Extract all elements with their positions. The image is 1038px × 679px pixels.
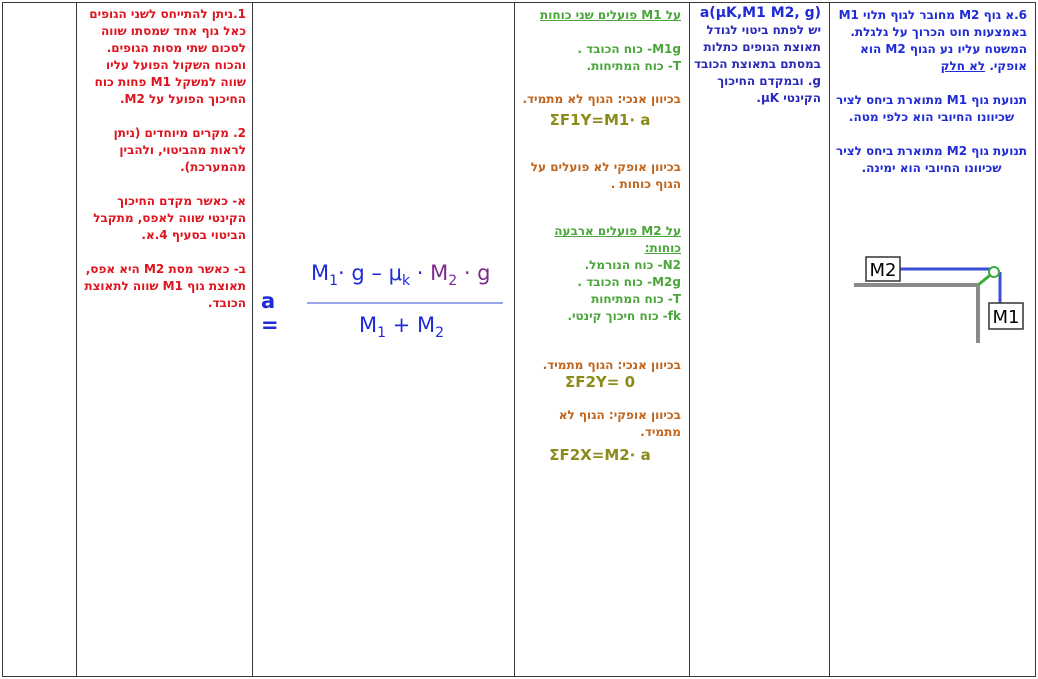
m1-force-tension: T- כוח המתיחות. — [586, 59, 681, 73]
goal-column — [690, 3, 830, 677]
formula-column — [253, 3, 515, 677]
m2-force-friction: fk- כוח חיכוך קינטי. — [567, 309, 681, 323]
m1-forces-title: על M1 פועלים שני כוחות — [540, 8, 681, 22]
block-m1-label: M1 — [992, 307, 1020, 328]
m1-direction-text: תנועת גוף M1 מתוארת ביחס לציר שכיוונו החיובי הוא כלפי מטה. — [836, 93, 1027, 124]
formula-lhs: a = — [261, 289, 279, 337]
fraction-bar — [307, 302, 503, 304]
note-zero-friction: א- כאשר מקדם החיכוך הקינטי שווה לאפס, מתקבל הביטוי בסעיף 4.א. — [93, 194, 246, 242]
pulley-diagram — [854, 245, 1026, 349]
m2-horizontal-equation: ΣF2X=M2∙ a — [549, 446, 651, 464]
forces-column — [515, 3, 690, 677]
not-smooth-label: לא חלק — [940, 59, 986, 73]
m2-horizontal-text: בכיוון אופקי: הגוף לא מתמיד. — [558, 408, 681, 439]
m2-force-tension: T- כוח המתיחות — [591, 292, 681, 306]
notes-column — [77, 3, 253, 677]
m1-vertical-text: בכיוון אנכי: הגוף לא מתמיד. — [522, 92, 681, 106]
problem-column — [830, 3, 1036, 677]
m1-horizontal-text: בכיוון אופקי לא פועלים על הגוף כוחות . — [530, 160, 681, 191]
note-special-cases: 2. מקרים מיוחדים (ניתן לראות מהביטוי, ולהבין מהמערכת). — [113, 126, 246, 174]
m1-force-gravity: M1g- כוח הכובד . — [577, 42, 681, 56]
m2-direction-text: תנועת גוף M2 מתוארת ביחס לציר שכיוונו החיובי הוא ימינה. — [836, 144, 1027, 175]
note-zero-mass: ב- כאשר מסת M2 היא אפס, תאוצת גוף M1 שווה לתאוצת הכובד. — [84, 262, 246, 310]
m2-vertical-equation: ΣF2Y= 0 — [564, 373, 636, 391]
m2-forces-title: על M2 פועלים ארבעה כוחות: — [554, 224, 681, 255]
empty-column — [3, 3, 77, 677]
formula-denominator: $M_1 + M_2$ — [359, 313, 445, 341]
note-one: 1.ניתן להתייחס לשני הגופים כאל גוף אחד שמסתו שווה לסכום שתי מסות הגופים. והכוח השקול הפועל עליו שווה למשקל M1 פחות כוח החיכוך הפועל על M2. — [89, 7, 246, 106]
m1-vertical-equation: ΣF1Y=M1∙ a — [549, 111, 651, 129]
content-table — [2, 2, 1036, 677]
surface-text: המשטח עליו נע הגוף M2 הוא אופקי. לא חלק — [860, 42, 1027, 73]
formula-numerator: $M_1\cdot g - \mu_k \cdot M_2 \cdot g$ — [311, 261, 491, 289]
m2-force-normal: N2- כוח הנורמל. — [584, 258, 681, 272]
m2-vertical-text: בכיוון אנכי: הגוף מתמיד. — [542, 358, 681, 372]
problem-title: 6.א גוף M2 מחובר לגוף תלוי M1 באמצעות חוט הכרוך על גלגלת. — [838, 8, 1027, 39]
goal-text: יש לפתח ביטוי לגודל תאוצת הגופים כתלות במסתם בתאוצת הכובד g. ובמקדם החיכוך הקינטי μK. — [693, 23, 821, 105]
pulley-icon — [989, 267, 999, 277]
m2-force-gravity: M2g- כוח הכובד . — [577, 275, 681, 289]
goal-heading: a(μK,M1 M2, g) — [699, 5, 821, 21]
block-m2-label: M2 — [869, 260, 897, 281]
